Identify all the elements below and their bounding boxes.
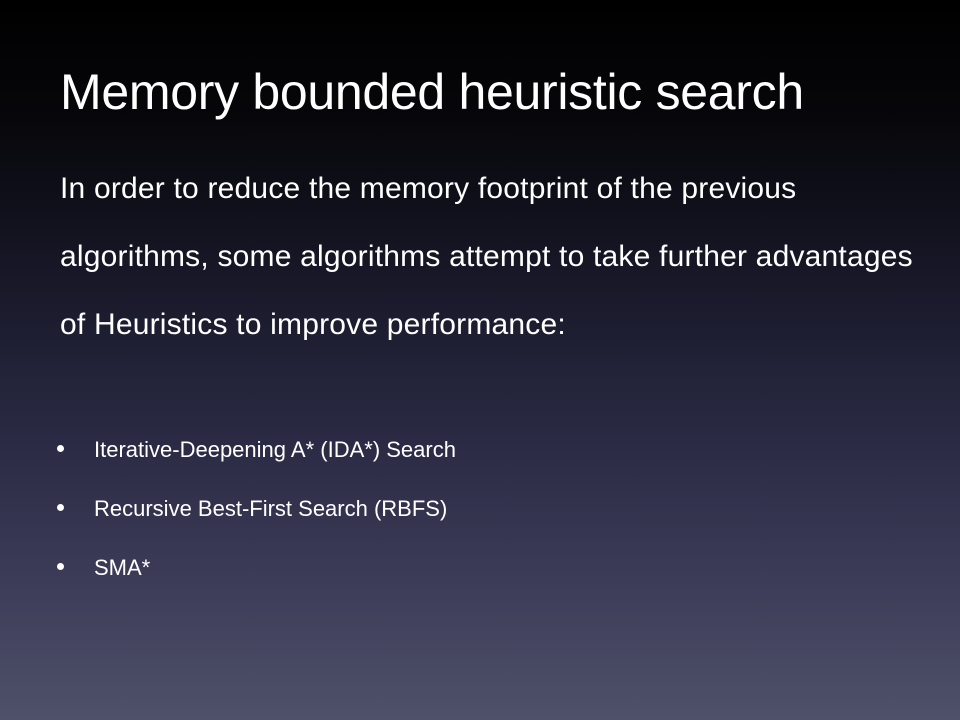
bullet-item-ida-star [57,420,897,479]
slide-title: Memory bounded heuristic search [60,64,804,120]
bullet-dot-icon [57,563,64,570]
bullet-list [57,420,897,597]
bullet-dot-icon [57,445,64,452]
bullet-label: SMA* [94,555,151,580]
bullet-label: Recursive Best-First Search (RBFS) [94,496,448,521]
bullet-item-rbfs [57,479,897,538]
bullet-label: Iterative-Deepening A* (IDA*) Search [94,437,456,462]
bullet-dot-icon [57,504,64,511]
bullet-item-sma-star [57,538,897,597]
intro-paragraph: In order to reduce the memory footprint of the previous algorithms, some algorithms attempt to take further advantages of Heuristics to improve performance: [60,172,913,341]
